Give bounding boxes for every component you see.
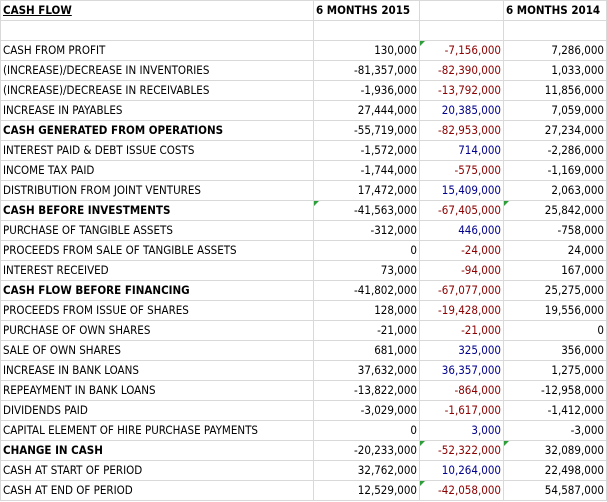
- cell-2015[interactable]: -55,719,000: [314, 121, 420, 141]
- table-row: [1, 81, 607, 101]
- cell-2014[interactable]: 0: [504, 321, 607, 341]
- cell-2014[interactable]: -3,000: [504, 421, 607, 441]
- cell-2015[interactable]: -41,563,000: [314, 201, 420, 221]
- cell-2015[interactable]: -1,936,000: [314, 81, 420, 101]
- cell-delta[interactable]: -13,792,000: [420, 81, 504, 101]
- cell-label[interactable]: CAPITAL ELEMENT OF HIRE PURCHASE PAYMENTS: [1, 421, 314, 441]
- cell-label[interactable]: (INCREASE)/DECREASE IN RECEIVABLES: [1, 81, 314, 101]
- cell-2014[interactable]: 2,063,000: [504, 181, 607, 201]
- cell-2015[interactable]: -21,000: [314, 321, 420, 341]
- cell-delta[interactable]: -21,000: [420, 321, 504, 341]
- table-row: [1, 141, 607, 161]
- cell-2014[interactable]: -12,958,000: [504, 381, 607, 401]
- table-row: [1, 241, 607, 261]
- cell-label[interactable]: PROCEEDS FROM SALE OF TANGIBLE ASSETS: [1, 241, 314, 261]
- cell-delta[interactable]: -864,000: [420, 381, 504, 401]
- cell-label[interactable]: CASH FROM PROFIT: [1, 41, 314, 61]
- cell-2014[interactable]: 22,498,000: [504, 461, 607, 481]
- cell-delta[interactable]: -19,428,000: [420, 301, 504, 321]
- cell-2015[interactable]: 27,444,000: [314, 101, 420, 121]
- cell-2014[interactable]: 1,033,000: [504, 61, 607, 81]
- table-row: [1, 481, 607, 501]
- cell-label[interactable]: INCOME TAX PAID: [1, 161, 314, 181]
- cell-2015[interactable]: 128,000: [314, 301, 420, 321]
- cell-2014[interactable]: 25,275,000: [504, 281, 607, 301]
- cell-title[interactable]: CASH FLOW: [1, 1, 314, 21]
- cell-2014[interactable]: 7,059,000: [504, 101, 607, 121]
- cell-2015[interactable]: 17,472,000: [314, 181, 420, 201]
- cell-2014[interactable]: 1,275,000: [504, 361, 607, 381]
- cell-2015[interactable]: 0: [314, 421, 420, 441]
- cell-label[interactable]: CASH AT START OF PERIOD: [1, 461, 314, 481]
- cell-2015[interactable]: -81,357,000: [314, 61, 420, 81]
- cell-2015[interactable]: 73,000: [314, 261, 420, 281]
- cell-2014[interactable]: -2,286,000: [504, 141, 607, 161]
- cell-delta[interactable]: 3,000: [420, 421, 504, 441]
- cell-blank[interactable]: [420, 21, 504, 41]
- cell-label[interactable]: CHANGE IN CASH: [1, 441, 314, 461]
- cell-2014[interactable]: 19,556,000: [504, 301, 607, 321]
- cell-blank[interactable]: [504, 21, 607, 41]
- cell-2015[interactable]: -13,822,000: [314, 381, 420, 401]
- table-row: [1, 321, 607, 341]
- cell-header-2015[interactable]: 6 MONTHS 2015: [314, 1, 420, 21]
- cell-delta[interactable]: -575,000: [420, 161, 504, 181]
- table-row: [1, 41, 607, 61]
- table-row: [1, 361, 607, 381]
- cell-label[interactable]: INTEREST RECEIVED: [1, 261, 314, 281]
- cell-delta[interactable]: -94,000: [420, 261, 504, 281]
- cell-2014[interactable]: 32,089,000: [504, 441, 607, 461]
- cell-label[interactable]: CASH AT END OF PERIOD: [1, 481, 314, 501]
- cell-blank[interactable]: [314, 21, 420, 41]
- table-row: [1, 441, 607, 461]
- cell-delta[interactable]: -7,156,000: [420, 41, 504, 61]
- cell-2015[interactable]: -312,000: [314, 221, 420, 241]
- cell-2014[interactable]: 167,000: [504, 261, 607, 281]
- cell-2015[interactable]: -20,233,000: [314, 441, 420, 461]
- cell-2015[interactable]: 130,000: [314, 41, 420, 61]
- cell-2014[interactable]: 7,286,000: [504, 41, 607, 61]
- cell-delta[interactable]: -82,953,000: [420, 121, 504, 141]
- cell-label[interactable]: REPEAYMENT IN BANK LOANS: [1, 381, 314, 401]
- blank-row: [1, 21, 607, 41]
- cell-2015[interactable]: 681,000: [314, 341, 420, 361]
- cell-delta[interactable]: -24,000: [420, 241, 504, 261]
- cell-2014[interactable]: -1,169,000: [504, 161, 607, 181]
- cell-2015[interactable]: -41,802,000: [314, 281, 420, 301]
- cell-delta[interactable]: 446,000: [420, 221, 504, 241]
- table-row: [1, 281, 607, 301]
- table-row: [1, 121, 607, 141]
- cell-blank[interactable]: [1, 21, 314, 41]
- cell-2014[interactable]: 11,856,000: [504, 81, 607, 101]
- cell-2015[interactable]: 32,762,000: [314, 461, 420, 481]
- cell-header-2014[interactable]: 6 MONTHS 2014: [504, 1, 607, 21]
- cell-delta[interactable]: 20,385,000: [420, 101, 504, 121]
- table-row: [1, 221, 607, 241]
- cell-2014[interactable]: 25,842,000: [504, 201, 607, 221]
- cell-header-delta[interactable]: [420, 1, 504, 21]
- cell-delta[interactable]: -42,058,000: [420, 481, 504, 501]
- cell-delta[interactable]: -67,077,000: [420, 281, 504, 301]
- cell-delta[interactable]: 325,000: [420, 341, 504, 361]
- cell-2014[interactable]: -758,000: [504, 221, 607, 241]
- cell-label[interactable]: (INCREASE)/DECREASE IN INVENTORIES: [1, 61, 314, 81]
- cell-label[interactable]: CASH FLOW BEFORE FINANCING: [1, 281, 314, 301]
- cell-2014[interactable]: 27,234,000: [504, 121, 607, 141]
- table-row: [1, 261, 607, 281]
- cell-label[interactable]: PURCHASE OF OWN SHARES: [1, 321, 314, 341]
- cell-2015[interactable]: -1,744,000: [314, 161, 420, 181]
- cell-delta[interactable]: 714,000: [420, 141, 504, 161]
- cell-2015[interactable]: 12,529,000: [314, 481, 420, 501]
- table-row: [1, 61, 607, 81]
- table-row: [1, 101, 607, 121]
- cell-label[interactable]: CASH BEFORE INVESTMENTS: [1, 201, 314, 221]
- table-row: [1, 201, 607, 221]
- cell-2014[interactable]: -1,412,000: [504, 401, 607, 421]
- cell-2014[interactable]: 54,587,000: [504, 481, 607, 501]
- cell-2015[interactable]: 0: [314, 241, 420, 261]
- cell-2015[interactable]: -1,572,000: [314, 141, 420, 161]
- table-row: [1, 161, 607, 181]
- cell-2014[interactable]: 356,000: [504, 341, 607, 361]
- table-row: [1, 401, 607, 421]
- cell-delta[interactable]: -82,390,000: [420, 61, 504, 81]
- cell-delta[interactable]: 36,357,000: [420, 361, 504, 381]
- table-row: [1, 181, 607, 201]
- cell-delta[interactable]: 10,264,000: [420, 461, 504, 481]
- cell-label[interactable]: PROCEEDS FROM ISSUE OF SHARES: [1, 301, 314, 321]
- cell-label[interactable]: INTEREST PAID & DEBT ISSUE COSTS: [1, 141, 314, 161]
- cell-label[interactable]: DIVIDENDS PAID: [1, 401, 314, 421]
- cell-delta[interactable]: -1,617,000: [420, 401, 504, 421]
- table-row: [1, 421, 607, 441]
- cell-delta[interactable]: -52,322,000: [420, 441, 504, 461]
- cell-delta[interactable]: 15,409,000: [420, 181, 504, 201]
- cell-label[interactable]: PURCHASE OF TANGIBLE ASSETS: [1, 221, 314, 241]
- table-row: [1, 461, 607, 481]
- cell-2015[interactable]: -3,029,000: [314, 401, 420, 421]
- header-row: [1, 1, 607, 21]
- table-row: [1, 341, 607, 361]
- cell-label[interactable]: CASH GENERATED FROM OPERATIONS: [1, 121, 314, 141]
- cell-2015[interactable]: 37,632,000: [314, 361, 420, 381]
- cell-label[interactable]: INCREASE IN PAYABLES: [1, 101, 314, 121]
- cell-label[interactable]: INCREASE IN BANK LOANS: [1, 361, 314, 381]
- cell-label[interactable]: DISTRIBUTION FROM JOINT VENTURES: [1, 181, 314, 201]
- cell-label[interactable]: SALE OF OWN SHARES: [1, 341, 314, 361]
- table-row: [1, 381, 607, 401]
- cell-2014[interactable]: 24,000: [504, 241, 607, 261]
- cell-delta[interactable]: -67,405,000: [420, 201, 504, 221]
- table-row: [1, 301, 607, 321]
